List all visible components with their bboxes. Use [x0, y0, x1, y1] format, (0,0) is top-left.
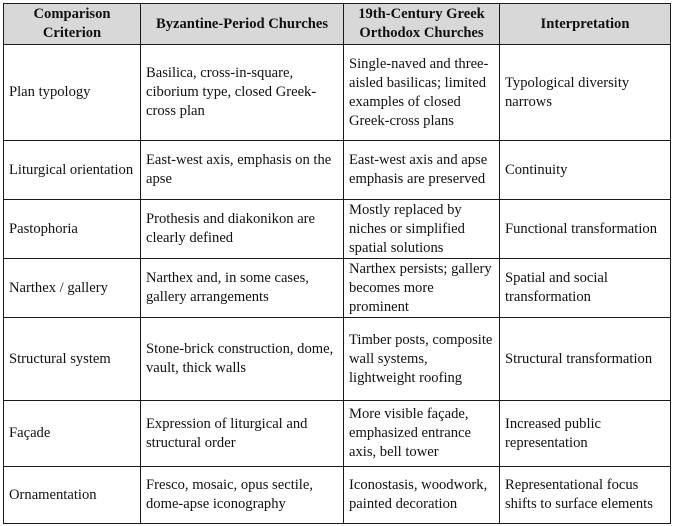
cell-byzantine: East-west axis, emphasis on the apse — [141, 141, 344, 200]
cell-greek-orthodox: Narthex persists; gallery becomes more prominent — [344, 259, 500, 318]
cell-byzantine: Prothesis and diakonikon are clearly defined — [141, 200, 344, 259]
cell-criterion: Pastophoria — [4, 200, 141, 259]
cell-criterion: Liturgical orientation — [4, 141, 141, 200]
cell-interpretation: Structural transformation — [500, 318, 671, 401]
table-header — [4, 4, 671, 45]
cell-interpretation: Increased public representation — [500, 401, 671, 467]
cell-interpretation: Functional transformation — [500, 200, 671, 259]
cell-interpretation: Representational focus shifts to surface elements — [500, 467, 671, 524]
comparison-table — [3, 3, 671, 524]
table-row — [4, 467, 671, 524]
cell-greek-orthodox: More visible façade, emphasized entrance axis, bell tower — [344, 401, 500, 467]
cell-criterion: Narthex / gallery — [4, 259, 141, 318]
table-row — [4, 318, 671, 401]
cell-criterion: Façade — [4, 401, 141, 467]
cell-byzantine: Narthex and, in some cases, gallery arrangements — [141, 259, 344, 318]
table-body — [4, 45, 671, 524]
cell-criterion: Ornamentation — [4, 467, 141, 524]
table-row — [4, 141, 671, 200]
cell-criterion: Structural system — [4, 318, 141, 401]
header-byzantine: Byzantine-Period Churches — [141, 4, 344, 45]
table-row — [4, 200, 671, 259]
cell-byzantine: Basilica, cross-in-square, ciborium type, closed Greek-cross plan — [141, 45, 344, 141]
cell-greek-orthodox: East-west axis and apse emphasis are preserved — [344, 141, 500, 200]
header-greek-orthodox: 19th-Century Greek Orthodox Churches — [344, 4, 500, 45]
cell-greek-orthodox: Single-naved and three-aisled basilicas; limited examples of closed Greek-cross plans — [344, 45, 500, 141]
cell-criterion: Plan typology — [4, 45, 141, 141]
cell-greek-orthodox: Iconostasis, woodwork, painted decoration — [344, 467, 500, 524]
header-criterion: Comparison Criterion — [4, 4, 141, 45]
header-row — [4, 4, 671, 45]
table-row — [4, 401, 671, 467]
cell-greek-orthodox: Mostly replaced by niches or simplified spatial solutions — [344, 200, 500, 259]
cell-interpretation: Typological diversity narrows — [500, 45, 671, 141]
table-row — [4, 45, 671, 141]
table-row — [4, 259, 671, 318]
cell-byzantine: Fresco, mosaic, opus sectile, dome-apse iconography — [141, 467, 344, 524]
cell-byzantine: Expression of liturgical and structural order — [141, 401, 344, 467]
header-interpretation: Interpretation — [500, 4, 671, 45]
cell-byzantine: Stone-brick construction, dome, vault, thick walls — [141, 318, 344, 401]
cell-greek-orthodox: Timber posts, composite wall systems, lightweight roofing — [344, 318, 500, 401]
cell-interpretation: Continuity — [500, 141, 671, 200]
cell-interpretation: Spatial and social transformation — [500, 259, 671, 318]
